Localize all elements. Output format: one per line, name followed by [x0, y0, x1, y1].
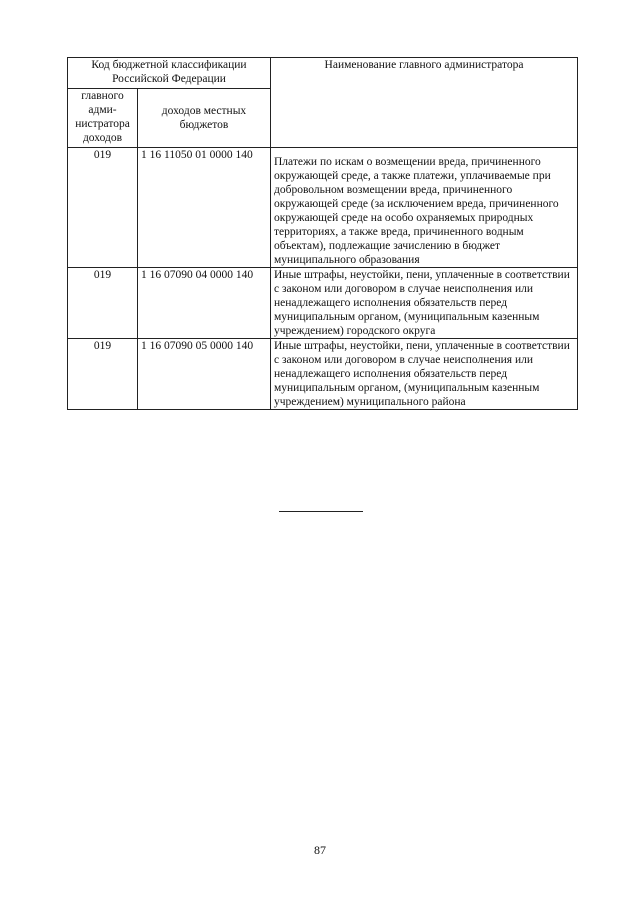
revenue-code-cell: 1 16 11050 01 0000 140	[138, 148, 271, 268]
administrator-name-cell: Платежи по искам о возмещении вреда, причиненного окружающей среде, а также платежи, уплачиваемые при добровольном возмещении вреда, причиненного окружающей среде (за исключением вреда, причиненного окружающей среде на особо охраняемых природных территориях, а также вреда, причиненного водным объектам), подлежащие зачислению в бюджет муниципального образования	[271, 148, 578, 268]
table-header-row	[68, 58, 578, 89]
budget-classification-table	[67, 57, 578, 410]
header-local-budget-revenue: доходов местных бюджетов	[138, 89, 271, 148]
page-number: 87	[314, 843, 326, 857]
separator-rule	[279, 511, 363, 512]
table-row	[68, 268, 578, 339]
revenue-code-cell: 1 16 07090 05 0000 140	[138, 339, 271, 410]
admin-code-cell: 019	[68, 268, 138, 339]
administrator-name-cell: Иные штрафы, неустойки, пени, уплаченные в соответствии с законом или договором в случае неисполнения или ненадлежащего исполнения обязательств перед муниципальным органом, (муниципальным казенным учреждением) городского округа	[271, 268, 578, 339]
table-row	[68, 148, 578, 268]
table-row	[68, 339, 578, 410]
admin-code-cell: 019	[68, 148, 138, 268]
administrator-name-cell: Иные штрафы, неустойки, пени, уплаченные в соответствии с законом или договором в случае неисполнения или ненадлежащего исполнения обязательств перед муниципальным органом, (муниципальным казенным учреждением) муниципального района	[271, 339, 578, 410]
revenue-code-cell: 1 16 07090 04 0000 140	[138, 268, 271, 339]
admin-code-cell: 019	[68, 339, 138, 410]
group-header-budget-classification: Код бюджетной классификации Российской Федерации	[68, 58, 271, 89]
header-main-administrator: главного адми-нистратора доходов	[68, 89, 138, 148]
header-administrator-name: Наименование главного администратора	[271, 58, 578, 148]
